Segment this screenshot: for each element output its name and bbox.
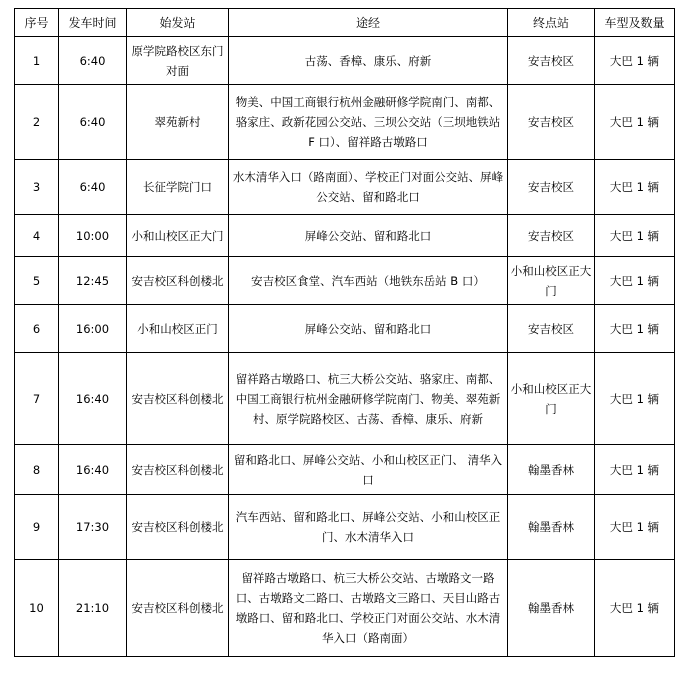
header-vehicle-type: 车型及数量: [595, 9, 675, 37]
route-stops: 留祥路古墩路口、杭三大桥公交站、古墩路文一路口、古墩路文二路口、古墩路文三路口、天目山路古墩路口、留和路北口、学校正门对面公交站、水木清华入口（路南面）: [229, 560, 508, 657]
departure-time: 16:40: [59, 353, 127, 445]
vehicle-type: 大巴 1 辆: [595, 257, 675, 305]
route-stops: 留祥路古墩路口、杭三大桥公交站、骆家庄、南都、中国工商银行杭州金融研修学院南门、物美、翠苑新村、原学院路校区、古荡、香樟、康乐、府新: [229, 353, 508, 445]
row-index: 6: [15, 305, 59, 353]
row-index: 3: [15, 160, 59, 215]
start-station: 安吉校区科创楼北: [127, 560, 229, 657]
table-row: [15, 85, 675, 160]
row-index: 1: [15, 37, 59, 85]
table-row: [15, 445, 675, 495]
header-row: [15, 9, 675, 37]
end-station: 小和山校区正大门: [508, 353, 595, 445]
end-station: 安吉校区: [508, 160, 595, 215]
row-index: 7: [15, 353, 59, 445]
end-station: 翰墨香林: [508, 495, 595, 560]
departure-time: 21:10: [59, 560, 127, 657]
departure-time: 10:00: [59, 215, 127, 257]
vehicle-type: 大巴 1 辆: [595, 560, 675, 657]
start-station: 安吉校区科创楼北: [127, 495, 229, 560]
departure-time: 6:40: [59, 160, 127, 215]
route-stops: 屏峰公交站、留和路北口: [229, 215, 508, 257]
table-row: [15, 305, 675, 353]
start-station: 翠苑新村: [127, 85, 229, 160]
vehicle-type: 大巴 1 辆: [595, 305, 675, 353]
table-row: [15, 215, 675, 257]
header-end-station: 终点站: [508, 9, 595, 37]
vehicle-type: 大巴 1 辆: [595, 215, 675, 257]
end-station: 安吉校区: [508, 37, 595, 85]
start-station: 安吉校区科创楼北: [127, 445, 229, 495]
header-route: 途经: [229, 9, 508, 37]
start-station: 小和山校区正大门: [127, 215, 229, 257]
table-row: [15, 257, 675, 305]
row-index: 4: [15, 215, 59, 257]
bus-schedule-table: [14, 8, 675, 657]
vehicle-type: 大巴 1 辆: [595, 495, 675, 560]
table-row: [15, 37, 675, 85]
header-departure-time: 发车时间: [59, 9, 127, 37]
departure-time: 6:40: [59, 37, 127, 85]
route-stops: 物美、中国工商银行杭州金融研修学院南门、南都、骆家庄、政新花园公交站、三坝公交站（三坝地铁站 F 口）、留祥路古墩路口: [229, 85, 508, 160]
end-station: 小和山校区正大门: [508, 257, 595, 305]
end-station: 翰墨香林: [508, 445, 595, 495]
start-station: 原学院路校区东门对面: [127, 37, 229, 85]
start-station: 小和山校区正门: [127, 305, 229, 353]
row-index: 9: [15, 495, 59, 560]
start-station: 长征学院门口: [127, 160, 229, 215]
table-row: [15, 353, 675, 445]
route-stops: 古荡、香樟、康乐、府新: [229, 37, 508, 85]
vehicle-type: 大巴 1 辆: [595, 353, 675, 445]
departure-time: 12:45: [59, 257, 127, 305]
vehicle-type: 大巴 1 辆: [595, 445, 675, 495]
departure-time: 16:40: [59, 445, 127, 495]
table-row: [15, 495, 675, 560]
end-station: 翰墨香林: [508, 560, 595, 657]
row-index: 2: [15, 85, 59, 160]
header-index: 序号: [15, 9, 59, 37]
row-index: 8: [15, 445, 59, 495]
route-stops: 水木清华入口（路南面）、学校正门对面公交站、屏峰公交站、留和路北口: [229, 160, 508, 215]
header-start-station: 始发站: [127, 9, 229, 37]
route-stops: 留和路北口、屏峰公交站、小和山校区正门、 清华入口: [229, 445, 508, 495]
row-index: 10: [15, 560, 59, 657]
vehicle-type: 大巴 1 辆: [595, 37, 675, 85]
departure-time: 16:00: [59, 305, 127, 353]
vehicle-type: 大巴 1 辆: [595, 160, 675, 215]
end-station: 安吉校区: [508, 85, 595, 160]
end-station: 安吉校区: [508, 215, 595, 257]
start-station: 安吉校区科创楼北: [127, 353, 229, 445]
route-stops: 屏峰公交站、留和路北口: [229, 305, 508, 353]
route-stops: 安吉校区食堂、汽车西站（地铁东岳站 B 口）: [229, 257, 508, 305]
row-index: 5: [15, 257, 59, 305]
route-stops: 汽车西站、留和路北口、屏峰公交站、小和山校区正门、水木清华入口: [229, 495, 508, 560]
departure-time: 17:30: [59, 495, 127, 560]
vehicle-type: 大巴 1 辆: [595, 85, 675, 160]
table-row: [15, 160, 675, 215]
departure-time: 6:40: [59, 85, 127, 160]
end-station: 安吉校区: [508, 305, 595, 353]
start-station: 安吉校区科创楼北: [127, 257, 229, 305]
table-row: [15, 560, 675, 657]
